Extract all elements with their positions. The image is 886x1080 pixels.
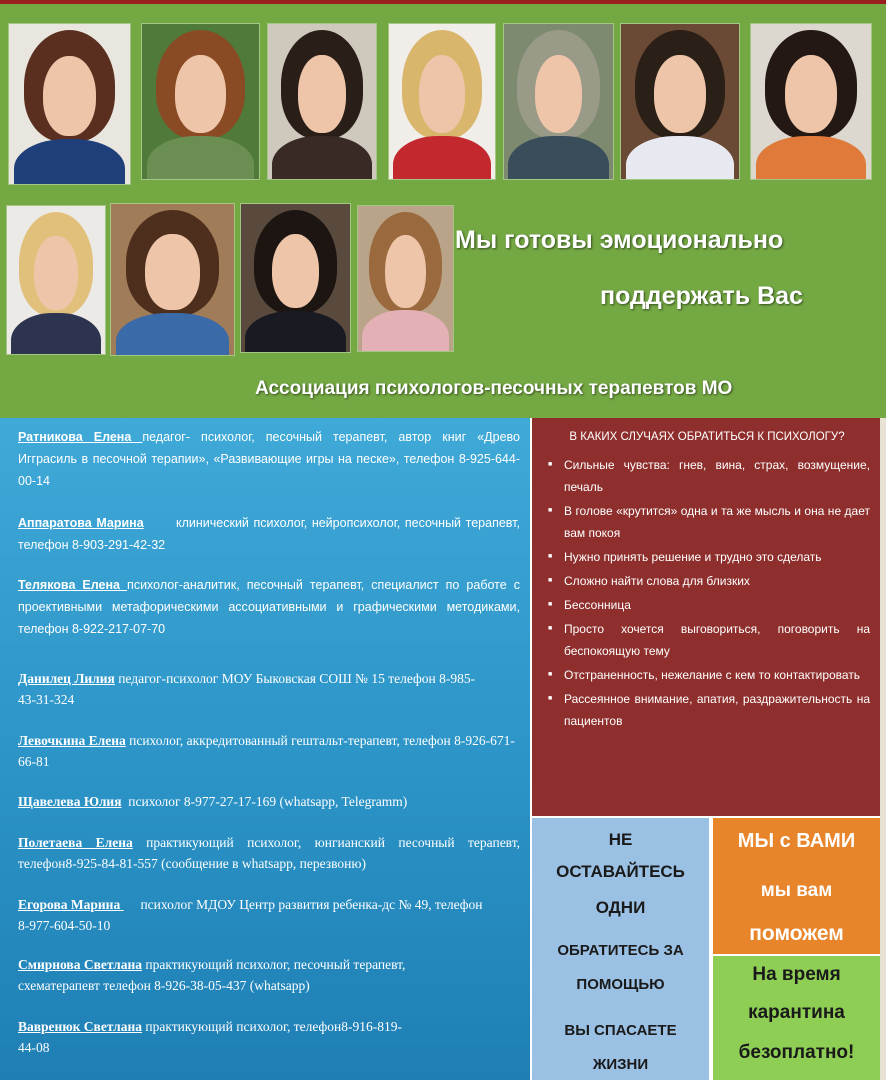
portrait-photo — [110, 203, 235, 356]
box-text: НЕ — [608, 830, 633, 849]
contact-name: Данилец Лилия — [18, 671, 115, 686]
list-item: ■ Рассеянное внимание, апатия, раздражительность на пациентов — [544, 688, 870, 732]
headline-line-2: поддержать Вас — [600, 282, 803, 310]
headline-line-1: Мы готовы эмоционально — [455, 226, 784, 254]
contact-details: педагог-психолог МОУ Быковская СОШ № 15 телефон 8-985-43-31-324 — [18, 671, 476, 707]
list-item: ■ В голове «крутится» одна и та же мысль и она не дает вам покоя — [544, 500, 870, 544]
list-item: ■ Сложно найти слова для близких — [544, 570, 870, 592]
free-during-quarantine-box — [713, 956, 880, 1080]
contact-name: Аппаратова Марина — [18, 516, 144, 530]
list-item: ■ Нужно принять решение и трудно это сделать — [544, 546, 870, 568]
portrait-photo — [240, 203, 351, 353]
box-text: мы вам — [760, 880, 833, 901]
contact-name: Ратникова Елена — [18, 430, 143, 444]
we-are-with-you-box — [713, 818, 880, 954]
portrait-photo — [6, 205, 106, 355]
box-text: На время — [752, 964, 841, 985]
box-text: ОДНИ — [595, 898, 646, 917]
list-item: ■ Отстраненность, нежелание с кем то контактировать — [544, 664, 870, 686]
cases-list — [544, 454, 870, 732]
portrait-photo — [8, 23, 131, 185]
contact-item — [18, 832, 520, 874]
box-text: ОБРАТИТЕСЬ ЗА — [557, 942, 684, 959]
contact-name: Телякова Елена — [18, 578, 128, 592]
box-text: карантина — [748, 1002, 845, 1023]
when-to-seek-help-panel — [532, 418, 880, 816]
list-item: ■ Просто хочется выговориться, поговорить на беспокоящую тему — [544, 618, 870, 662]
contacts-panel — [0, 418, 530, 1080]
cases-title: В КАКИХ СЛУЧАЯХ ОБРАТИТЬСЯ К ПСИХОЛОГУ? — [569, 431, 845, 443]
association-name: Ассоциация психологов-песочных терапевтов МО — [255, 378, 733, 399]
contact-details: клинический психолог, нейропсихолог, песочный терапевт, телефон 8-903-291-42-32 — [18, 516, 520, 552]
contact-details: психолог 8-977-27-17-169 (whatsapp, Telegramm) — [128, 794, 408, 809]
box-text: ЖИЗНИ — [592, 1056, 649, 1073]
portrait-photo — [750, 23, 872, 180]
box-text: ОСТАВАЙТЕСЬ — [556, 862, 685, 881]
contact-item — [18, 668, 488, 710]
portrait-photo — [357, 205, 454, 352]
portrait-photo — [620, 23, 740, 180]
list-item: ■ Бессонница — [544, 594, 870, 616]
contact-name: Щавелева Юлия — [18, 794, 122, 809]
portrait-photo — [141, 23, 260, 180]
contact-name: Полетаева Елена — [18, 835, 133, 850]
contact-details: педагог- психолог, песочный терапевт, автор книг «Древо Игграсиль в песочной терапии», «Развивающие игры на песке», телефон 8-925-644-00-14 — [18, 430, 520, 488]
box-text: МЫ с ВАМИ — [737, 830, 856, 852]
portrait-photo — [267, 23, 377, 180]
list-item: ■ Сильные чувства: гнев, вина, страх, возмущение, печаль — [544, 454, 870, 498]
contact-details: практикующий психолог, юнгианский песочный терапевт, телефон8-925-84-81-557 (сообщение в whatsapp, перезвоню) — [18, 835, 520, 871]
box-text: поможем — [749, 922, 844, 945]
right-margin — [880, 418, 886, 1080]
contact-item — [18, 1016, 418, 1058]
contact-item — [18, 426, 520, 492]
portrait-photo — [503, 23, 614, 180]
contact-item — [18, 730, 520, 772]
box-text: ВЫ СПАСАЕТЕ — [564, 1022, 677, 1039]
contact-name: Левочкина Елена — [18, 733, 126, 748]
contact-item — [18, 791, 520, 812]
contact-name: Вавренюк Светлана — [18, 1019, 142, 1034]
contact-item — [18, 954, 468, 996]
contact-name: Егорова Марина — [18, 897, 124, 912]
contact-item — [18, 512, 520, 556]
dont-stay-alone-box — [532, 818, 709, 1080]
contact-details: практикующий психолог, телефон8-916-819-44-08 — [18, 1019, 402, 1055]
contact-name: Смирнова Светлана — [18, 957, 143, 972]
contact-item — [18, 574, 520, 640]
contact-details: психолог, аккредитованный гештальт-терапевт, телефон 8-926-671-66-81 — [18, 733, 515, 769]
contact-details: психолог МДОУ Центр развития ребенка-дс № 49, телефон 8-977-604-50-10 — [18, 897, 483, 933]
box-text: ПОМОЩЬЮ — [576, 976, 665, 993]
contact-details: психолог-аналитик, песочный терапевт, специалист по работе с проективными метафорическими ассоциативными и графическими методиками, телефон 8-922-217-07-70 — [18, 578, 520, 636]
portrait-photo — [388, 23, 496, 180]
contact-details: практикующий психолог, песочный терапевт, схематерапевт телефон 8-926-38-05-437 (whatsapp) — [18, 957, 406, 993]
contact-item — [18, 894, 488, 936]
box-text: безоплатно! — [738, 1042, 855, 1063]
